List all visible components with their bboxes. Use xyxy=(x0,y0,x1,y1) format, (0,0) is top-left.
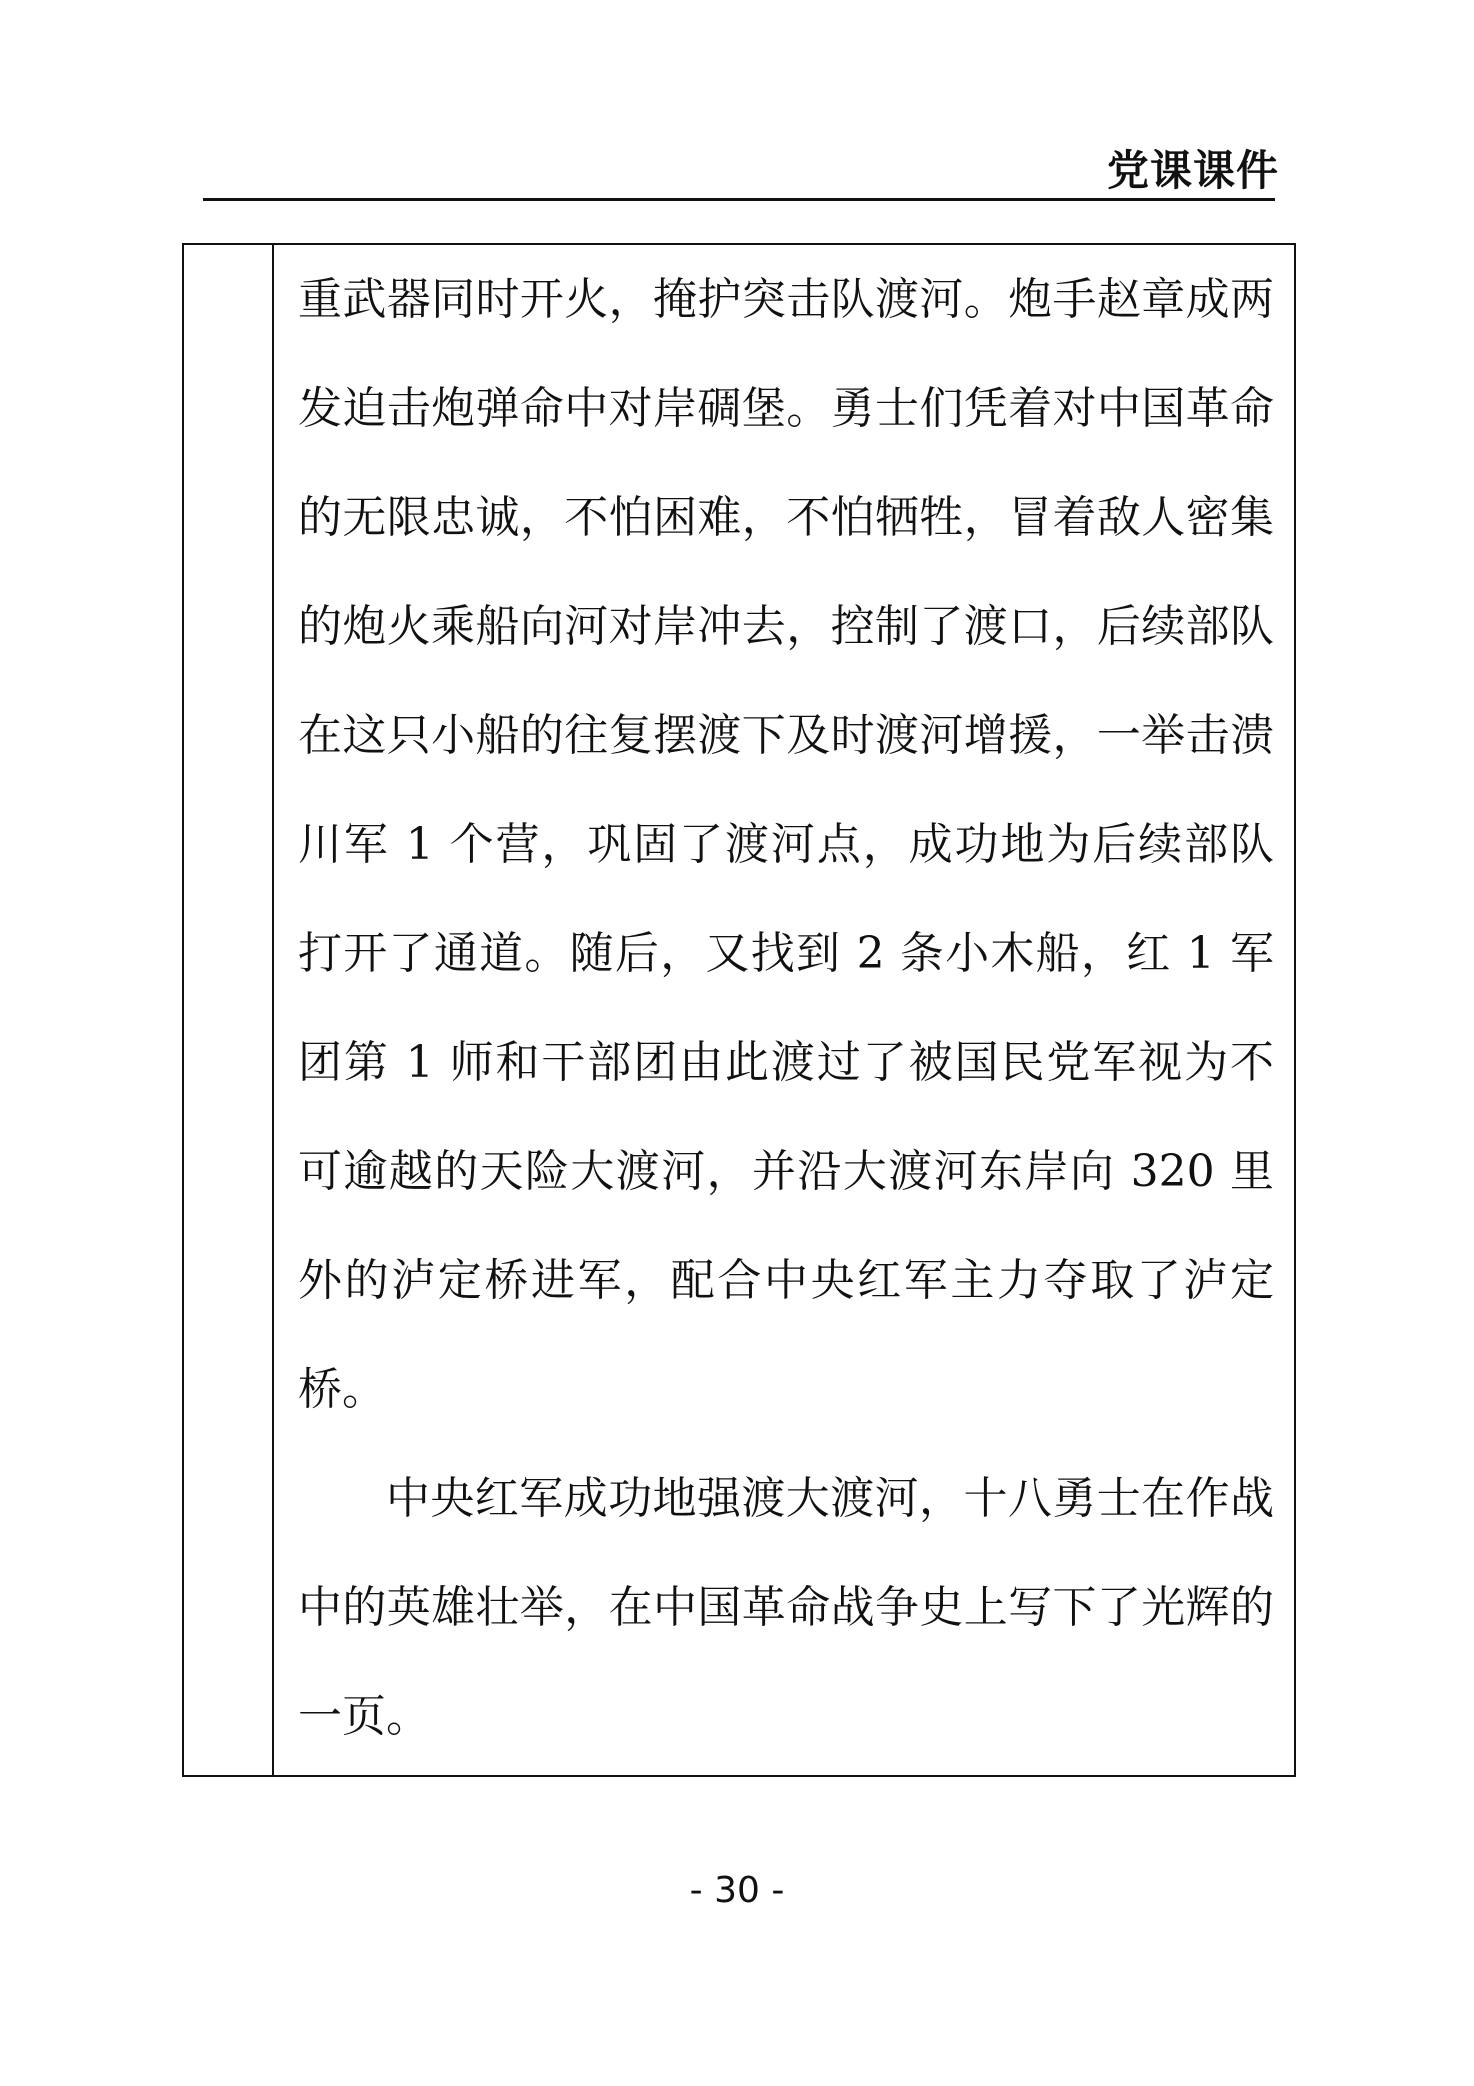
page-number: - 30 - xyxy=(689,1870,785,1911)
header-rule xyxy=(203,198,1275,201)
table-left-column xyxy=(184,245,274,1775)
body-paragraph-2: 中央红军成功地强渡大渡河，十八勇士在作战中的英雄壮举，在中国革命战争史上写下了光辉的一页。 xyxy=(298,1473,1274,1742)
body-text xyxy=(298,245,1274,1771)
body-paragraph-1: 重武器同时开火，掩护突击队渡河。炮手赵章成两发迫击炮弹命中对岸碉堡。勇士们凭着对中国革命的无限忠诚，不怕困难，不怕牺牲，冒着敌人密集的炮火乘船向河对岸冲去，控制了渡口，后续部队在这只小船的往复摆渡下及时渡河增援，一举击溃川军 1 个营，巩固了渡河点，成功地为后续部队打开了通道。随后，又找到 2 条小木船，红 1 军团第 1 师和干部团由此渡过了被国民党军视为不可逾越的天险大渡河，并沿大渡河东岸向 320 里外的泸定桥进军，配合中央红军主力夺取了泸定桥。 xyxy=(298,274,1274,1415)
content-table xyxy=(182,243,1296,1777)
header-title: 党课课件 xyxy=(1106,146,1279,195)
